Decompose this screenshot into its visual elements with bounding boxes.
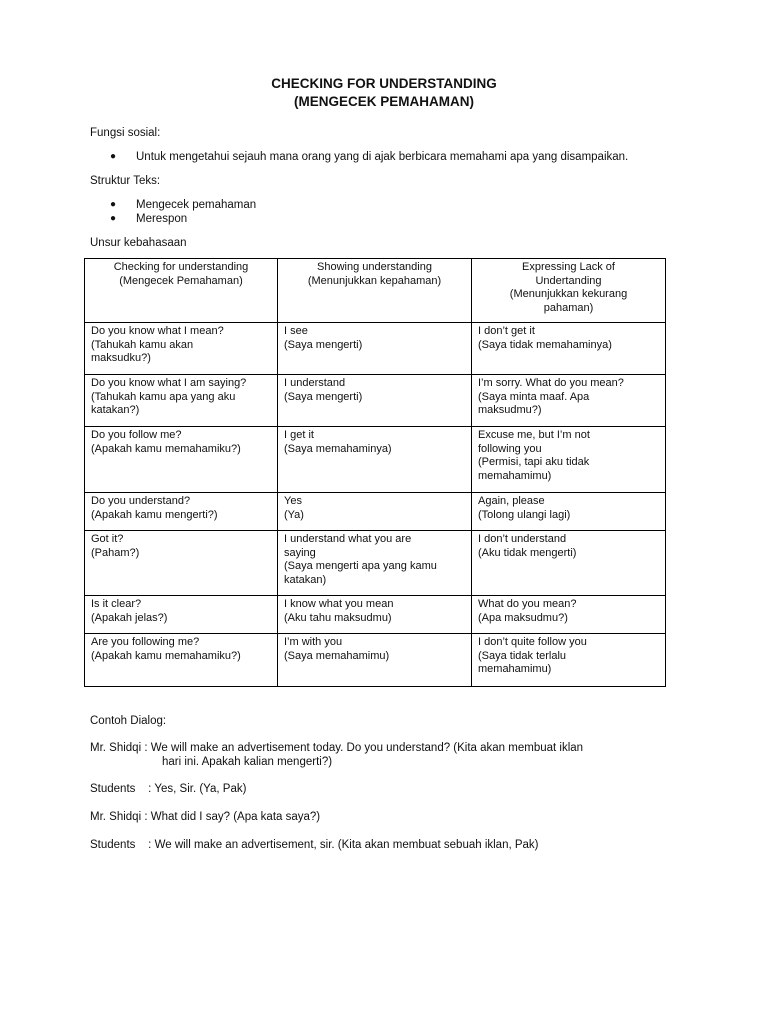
dialog-text: Yes, Sir. (Ya, Pak) <box>154 783 247 795</box>
dialog-line <box>90 810 320 824</box>
dialog-line <box>90 741 583 755</box>
table-cell: I don’t quite follow you (Saya tidak terlalu memahamimu) <box>472 634 666 687</box>
table-row <box>85 375 666 427</box>
table-row <box>85 427 666 493</box>
struktur-teks-item-text: Mengecek pemahaman <box>136 199 257 211</box>
unsur-kebahasaan-heading: Unsur kebahasaan <box>90 237 187 249</box>
table-cell: Do you understand? (Apakah kamu mengerti?) <box>85 493 278 531</box>
dialog-speaker: Students : <box>90 783 152 795</box>
dialog-text: We will make an advertisement today. Do you understand? (Kita akan membuat iklan <box>150 742 584 754</box>
table-cell: Excuse me, but I’m not following you (Permisi, tapi aku tidak memahamimu) <box>472 427 666 493</box>
dialog-text: What did I say? (Apa kata saya?) <box>150 811 321 823</box>
table-header-cell: Checking for understanding (Mengecek Pemahaman) <box>85 259 278 323</box>
dialog-heading: Contoh Dialog: <box>90 715 167 727</box>
fungsi-sosial-item <box>110 150 629 164</box>
table-cell: Do you know what I mean? (Tahukah kamu akan maksudku?) <box>85 323 278 375</box>
table-cell: I understand what you are saying (Saya mengerti apa yang kamu katakan) <box>278 531 472 596</box>
fungsi-sosial-heading: Fungsi sosial: <box>90 127 161 139</box>
table-cell: I’m sorry. What do you mean? (Saya minta maaf. Apa maksudmu?) <box>472 375 666 427</box>
dialog-line <box>90 838 539 852</box>
dialog-text: We will make an advertisement, sir. (Kita akan membuat sebuah iklan, Pak) <box>154 839 539 851</box>
dialog-line-continuation: hari ini. Apakah kalian mengerti?) <box>162 756 333 768</box>
table-cell: Is it clear? (Apakah jelas?) <box>85 596 278 634</box>
bullet-icon: ● <box>110 199 117 210</box>
table-cell: I understand (Saya mengerti) <box>278 375 472 427</box>
table-row <box>85 634 666 687</box>
table-cell: I see (Saya mengerti) <box>278 323 472 375</box>
table-cell: I don’t understand (Aku tidak mengerti) <box>472 531 666 596</box>
dialog-line <box>90 782 246 796</box>
table-header-cell: Expressing Lack of Undertanding (Menunjukkan kekurang pahaman) <box>472 259 666 323</box>
table-header-row <box>85 259 666 323</box>
bullet-icon: ● <box>110 151 117 162</box>
struktur-teks-item <box>110 212 188 226</box>
table-cell: Again, please (Tolong ulangi lagi) <box>472 493 666 531</box>
table-cell: Do you follow me? (Apakah kamu memahamiku?) <box>85 427 278 493</box>
struktur-teks-item-text: Merespon <box>136 213 188 225</box>
dialog-speaker: Students : <box>90 839 152 851</box>
table-cell: I’m with you (Saya memahamimu) <box>278 634 472 687</box>
table-row <box>85 493 666 531</box>
table-row <box>85 531 666 596</box>
table-cell: I get it (Saya memahaminya) <box>278 427 472 493</box>
page-subtitle: (MENGECEK PEMAHAMAN) <box>294 94 474 109</box>
fungsi-sosial-item-text: Untuk mengetahui sejauh mana orang yang di ajak berbicara memahami apa yang disampaikan. <box>136 151 629 163</box>
expressions-table <box>84 258 666 687</box>
bullet-icon: ● <box>110 213 117 224</box>
table-cell: Got it? (Paham?) <box>85 531 278 596</box>
table-header-cell: Showing understanding (Menunjukkan kepahaman) <box>278 259 472 323</box>
page-title: CHECKING FOR UNDERSTANDING <box>271 76 497 91</box>
table-cell: Yes (Ya) <box>278 493 472 531</box>
table-cell: I don’t get it (Saya tidak memahaminya) <box>472 323 666 375</box>
struktur-teks-item <box>110 198 257 212</box>
table-cell: Are you following me? (Apakah kamu memahamiku?) <box>85 634 278 687</box>
table-cell: Do you know what I am saying? (Tahukah kamu apa yang aku katakan?) <box>85 375 278 427</box>
table-row <box>85 596 666 634</box>
dialog-speaker: Mr. Shidqi : <box>90 742 148 754</box>
dialog-speaker: Mr. Shidqi : <box>90 811 148 823</box>
table-cell: What do you mean? (Apa maksudmu?) <box>472 596 666 634</box>
table-row <box>85 323 666 375</box>
struktur-teks-heading: Struktur Teks: <box>90 175 161 187</box>
table-cell: I know what you mean (Aku tahu maksudmu) <box>278 596 472 634</box>
